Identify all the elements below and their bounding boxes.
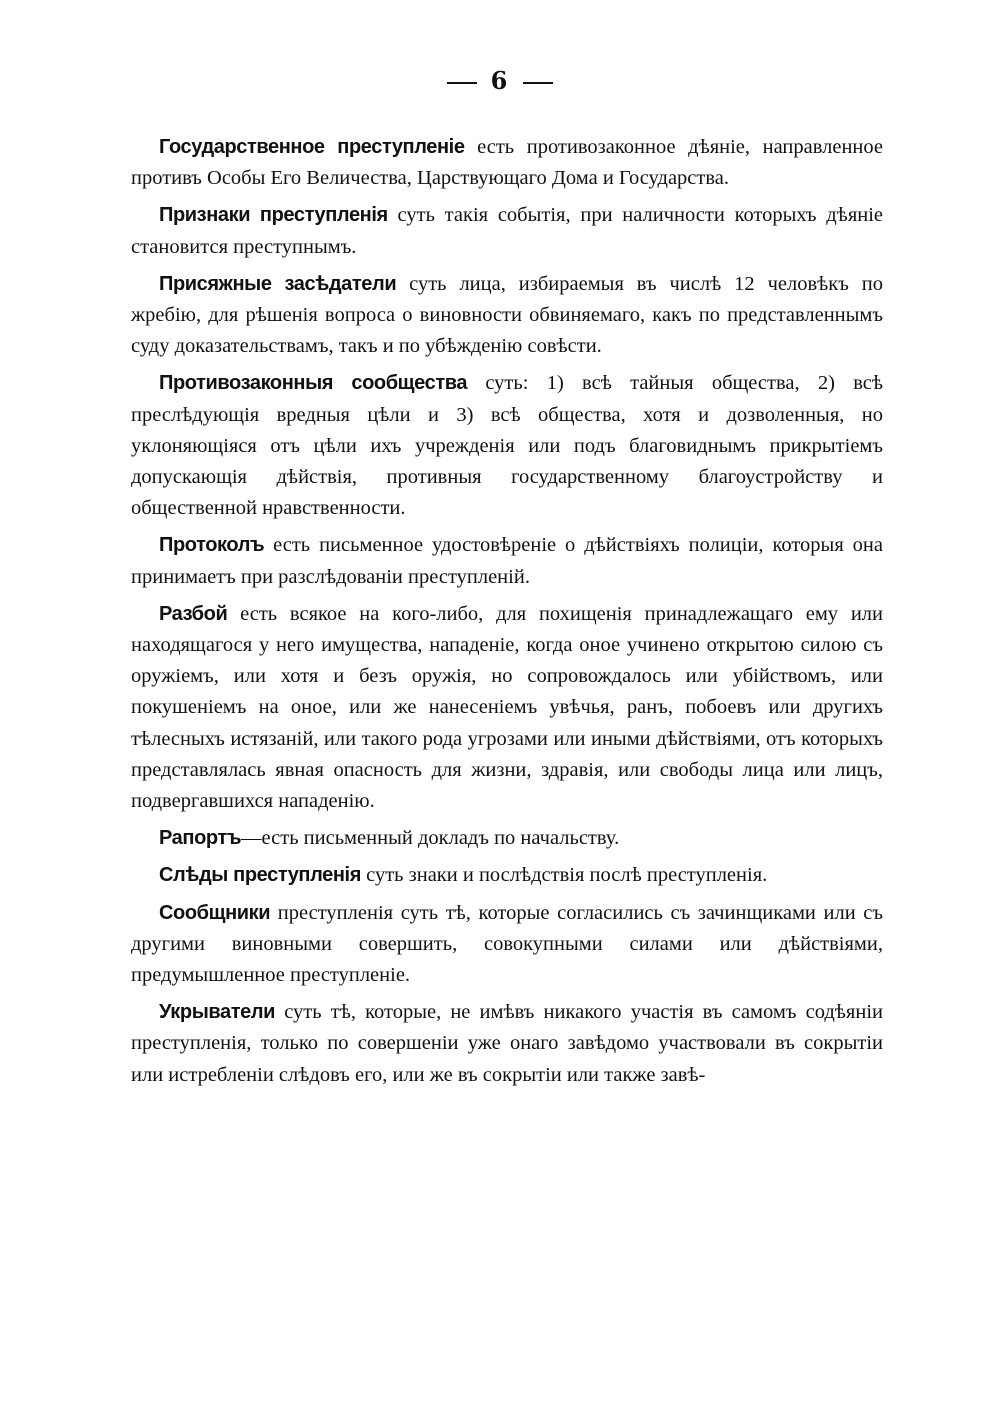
- entry-definition: преступленія суть тѣ, которые согласились съ зачинщиками или съ другими виновными совершить, совокупными силами или дѣйствіями, предумышленное преступленіе.: [131, 901, 883, 987]
- page-number: [0, 66, 1000, 95]
- entry-term: Разбой: [159, 602, 228, 625]
- entry-term: Рапортъ: [159, 827, 242, 850]
- entry-definition: суть лица, избираемыя въ числѣ 12 человѣкъ по жребію, для рѣшенія вопроса о виновности обвиняемаго, какъ по представленнымъ суду доказательствамъ, такъ и по убѣжденію совѣсти.: [131, 272, 883, 358]
- right-dash: [523, 82, 553, 84]
- entry-definition: суть такія событія, при наличности которыхъ дѣяніе становится преступнымъ.: [131, 204, 884, 258]
- entry-term: Признаки преступленія: [159, 204, 388, 227]
- entry-crime-signs: [131, 200, 883, 262]
- entry-term: Присяжные засѣдатели: [159, 272, 397, 295]
- entry-crime-traces: [131, 860, 883, 891]
- entry-definition: —есть письменный докладъ по начальству.: [241, 827, 620, 850]
- entry-illegal-societies: [131, 368, 883, 524]
- glossary-text: [131, 132, 883, 1097]
- entry-term: Слѣды преступленія: [159, 864, 361, 887]
- entry-definition: суть: 1) всѣ тайныя общества, 2) всѣ преслѣдующія вредныя цѣли и 3) всѣ общества, хотя и дозволенныя, но уклоняющіяся отъ цѣли ихъ учрежденія или подъ благовиднымъ прикрытіемъ допускающія дѣйствія, противныя государственному благоустройству и общественной нравственности.: [131, 372, 883, 520]
- entry-robbery: [131, 599, 883, 817]
- entry-report: [131, 823, 883, 854]
- entry-accomplices: [131, 898, 883, 992]
- entry-definition: есть всякое на кого-либо, для похищенія принадлежащаго ему или находящагося у него имущества, нападеніе, когда оное учинено открытою силою съ оружіемъ, или хотя и безъ оружія, но сопровождалось или убійствомъ, или покушеніемъ на оное, или же нанесеніемъ увѣчья, ранъ, побоевъ или другихъ тѣлесныхъ истязаній, или такого рода угрозами или иными дѣйствіями, отъ которыхъ представлялась явная опасность для жизни, здравія, или свободы лица или лицъ, подвергавшихся нападенію.: [131, 602, 883, 813]
- entry-term: Сообщники: [159, 901, 271, 924]
- entry-term: Укрыватели: [159, 1001, 276, 1024]
- entry-definition: есть противозаконное дѣяніе, направленное противъ Особы Его Величества, Царствующаго Дома и Государства.: [131, 136, 883, 190]
- entry-term: Противозаконныя сообщества: [159, 372, 468, 395]
- left-dash: [447, 82, 477, 84]
- entry-term: Протоколъ: [159, 534, 265, 557]
- entry-jurors: [131, 269, 883, 363]
- page-number-value: 6: [490, 66, 510, 95]
- entry-state-crime: [131, 132, 883, 194]
- entry-definition: суть знаки и послѣдствія послѣ преступленія.: [360, 864, 768, 887]
- entry-definition: суть тѣ, которые, не имѣвъ никакого участія въ самомъ содѣяніи преступленія, только по совершеніи уже онаго завѣдомо участвовали въ сокрытіи или истребленіи слѣдовъ его, или же въ сокрытіи или также завѣ-: [131, 1001, 883, 1086]
- entry-term: Государственное преступленіе: [159, 136, 465, 158]
- entry-concealers: [131, 997, 883, 1091]
- entry-definition: есть письменное удостовѣреніе о дѣйствіяхъ полиціи, которыя она принимаетъ при разслѣдованіи преступленій.: [131, 534, 883, 588]
- entry-protocol: [131, 530, 883, 592]
